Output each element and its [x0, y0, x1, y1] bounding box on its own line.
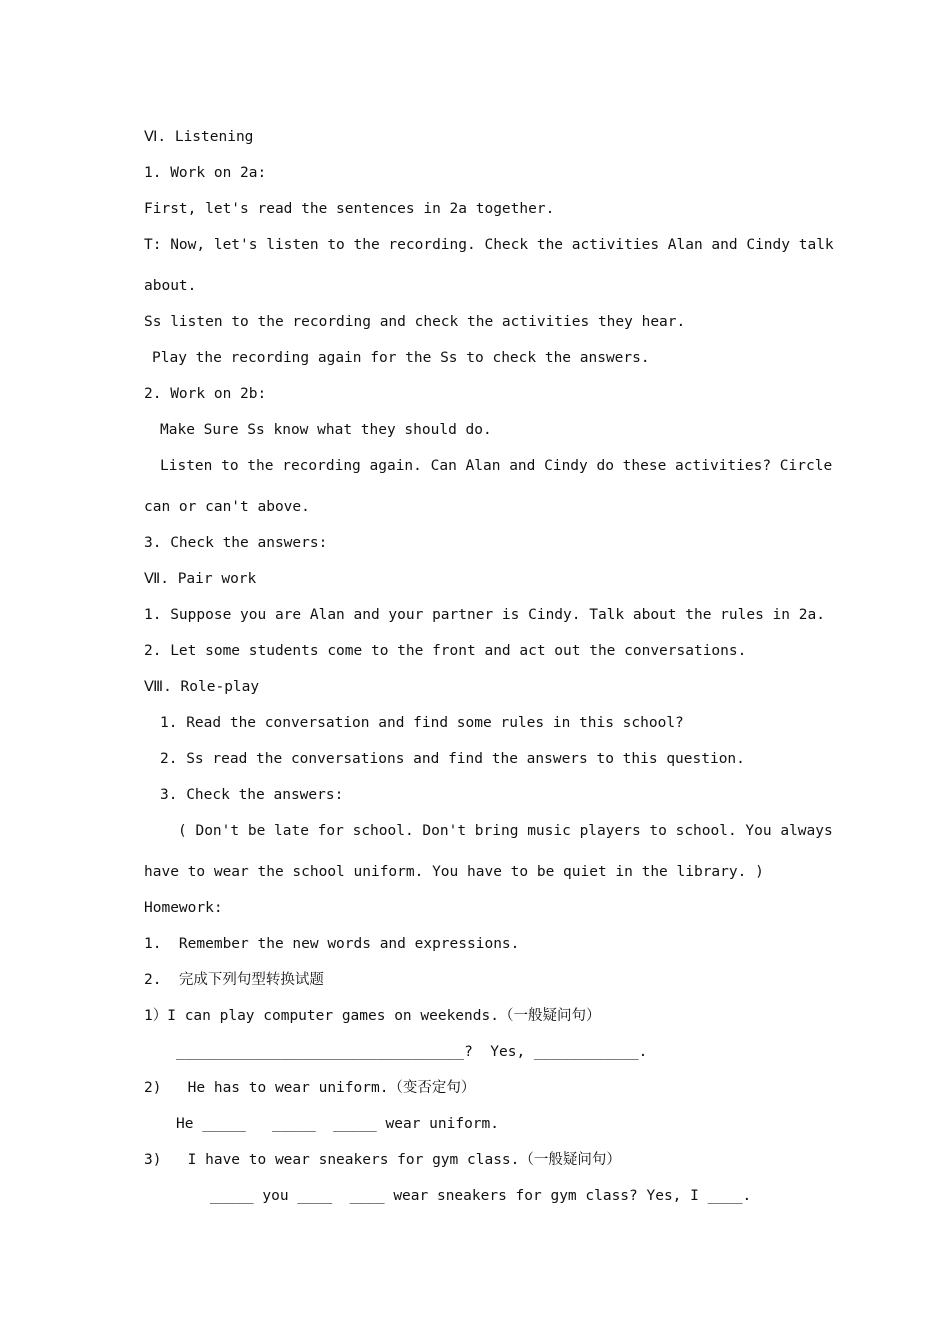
- text-line: 2. Let some students come to the front and act out the conversations.: [144, 643, 747, 659]
- exercise-question: 1）I can play computer games on weekends.（一般疑问句）: [144, 1008, 601, 1024]
- text-line: can or can't above.: [144, 499, 310, 515]
- text-line: Listen to the recording again. Can Alan and Cindy do these activities? Circle: [160, 458, 833, 474]
- text-line: 1. Remember the new words and expressions.: [144, 936, 520, 952]
- text-line: 2. Ss read the conversations and find the answers to this question.: [160, 751, 745, 767]
- text-line: about.: [144, 278, 197, 294]
- text-line: Play the recording again for the Ss to check the answers.: [152, 350, 650, 366]
- text-line: 3. Check the answers:: [160, 787, 344, 803]
- section-heading-homework: Homework:: [144, 900, 223, 916]
- text-line: First, let's read the sentences in 2a together.: [144, 201, 555, 217]
- exercise-answer-blank: He _____ _____ _____ wear uniform.: [176, 1116, 500, 1132]
- text-line: 1. Read the conversation and find some rules in this school?: [160, 715, 684, 731]
- text-line: 2. Work on 2b:: [144, 386, 267, 402]
- section-heading-role-play: Ⅷ. Role-play: [144, 679, 260, 695]
- text-line: Ss listen to the recording and check the activities they hear.: [144, 314, 686, 330]
- text-line: 2. 完成下列句型转换试题: [144, 972, 324, 988]
- exercise-question: 3) I have to wear sneakers for gym class.（一般疑问句）: [144, 1152, 621, 1168]
- text-line: T: Now, let's listen to the recording. Check the activities Alan and Cindy talk: [144, 237, 834, 253]
- text-line: have to wear the school uniform. You have to be quiet in the library. ): [144, 864, 764, 880]
- exercise-answer-blank: _________________________________? Yes, ____________.: [176, 1044, 648, 1060]
- text-line: 3. Check the answers:: [144, 535, 328, 551]
- section-heading-pair-work: Ⅶ. Pair work: [144, 571, 257, 587]
- section-heading-listening: Ⅵ. Listening: [144, 129, 254, 145]
- exercise-answer-blank: _____ you ____ ____ wear sneakers for gym class? Yes, I ____.: [210, 1188, 752, 1204]
- text-line: 1. Work on 2a:: [144, 165, 267, 181]
- text-line: Make Sure Ss know what they should do.: [160, 422, 492, 438]
- text-line: 1. Suppose you are Alan and your partner is Cindy. Talk about the rules in 2a.: [144, 607, 825, 623]
- exercise-question: 2) He has to wear uniform.（变否定句）: [144, 1080, 476, 1096]
- text-line: ( Don't be late for school. Don't bring music players to school. You always: [178, 823, 833, 839]
